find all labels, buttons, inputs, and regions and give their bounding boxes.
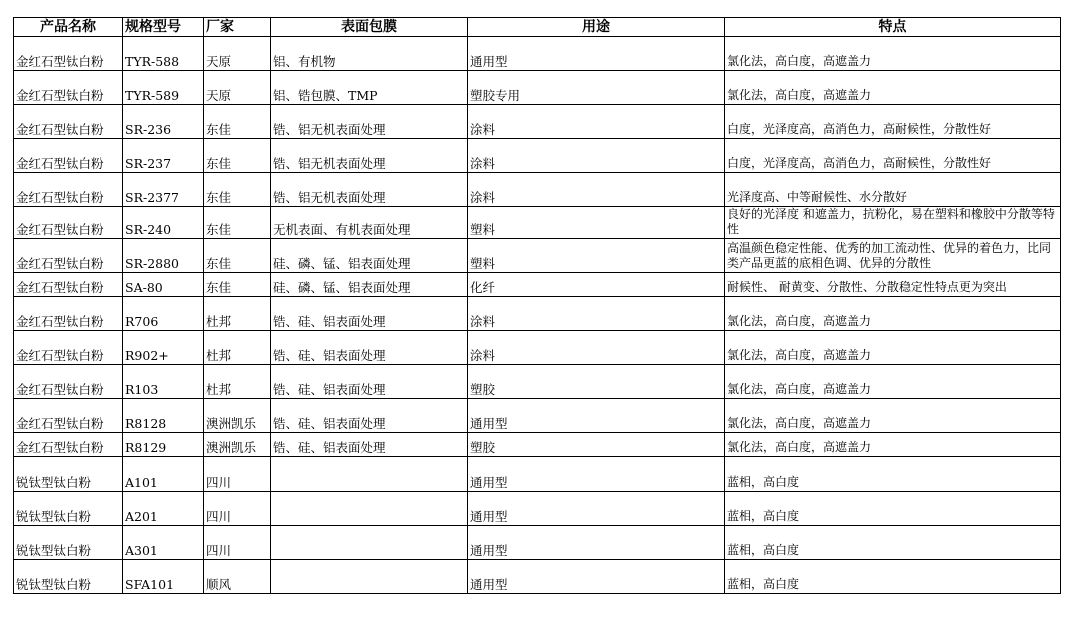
product-name-cell: 锐钛型钛白粉 [14,457,123,492]
product-name-cell: 锐钛型钛白粉 [14,526,123,560]
table-row [14,239,1061,273]
table-row [14,71,1061,105]
model-cell: TYR-589 [123,71,204,105]
manufacturer-cell: 四川 [204,457,271,492]
use-cell: 塑胶 [468,365,725,399]
model-cell: R902+ [123,331,204,365]
coating-cell: 锆、硅、铝表面处理 [271,365,468,399]
coating-cell [271,457,468,492]
table-row [14,297,1061,331]
header-product-name: 产品名称 [14,18,123,37]
feature-cell: 蓝相，高白度 [725,492,1061,526]
manufacturer-cell: 四川 [204,526,271,560]
model-cell: R8129 [123,433,204,457]
feature-cell: 氯化法，高白度，高遮盖力 [725,365,1061,399]
product-name-cell: 锐钛型钛白粉 [14,560,123,594]
table-row [14,37,1061,71]
header-model: 规格型号 [123,18,204,37]
manufacturer-cell: 顺风 [204,560,271,594]
product-name-cell: 金红石型钛白粉 [14,331,123,365]
manufacturer-cell: 东佳 [204,207,271,239]
manufacturer-cell: 东佳 [204,173,271,207]
coating-cell: 硅、磷、锰、铝表面处理 [271,239,468,273]
header-manufacturer: 厂家 [204,18,271,37]
product-name-cell: 金红石型钛白粉 [14,433,123,457]
table-row [14,457,1061,492]
table-row [14,399,1061,433]
use-cell: 涂料 [468,139,725,173]
model-cell: R8128 [123,399,204,433]
table-row [14,105,1061,139]
header-coating: 表面包膜 [271,18,468,37]
coating-cell [271,526,468,560]
table-row [14,560,1061,594]
use-cell: 通用型 [468,492,725,526]
coating-cell: 锆、硅、铝表面处理 [271,433,468,457]
table-row [14,365,1061,399]
header-use: 用途 [468,18,725,37]
product-name-cell: 金红石型钛白粉 [14,239,123,273]
product-name-cell: 金红石型钛白粉 [14,365,123,399]
feature-cell: 白度，光泽度高，高消色力，高耐候性，分散性好 [725,105,1061,139]
product-name-cell: 金红石型钛白粉 [14,399,123,433]
use-cell: 塑料 [468,239,725,273]
coating-cell: 锆、硅、铝表面处理 [271,297,468,331]
use-cell: 化纤 [468,273,725,297]
feature-cell: 氯化法，高白度，高遮盖力 [725,71,1061,105]
manufacturer-cell: 东佳 [204,273,271,297]
manufacturer-cell: 东佳 [204,105,271,139]
coating-cell: 无机表面、有机表面处理 [271,207,468,239]
header-row [14,18,1061,37]
use-cell: 通用型 [468,457,725,492]
table-body [14,37,1061,594]
model-cell: R103 [123,365,204,399]
use-cell: 通用型 [468,399,725,433]
feature-cell: 良好的光泽度 和遮盖力，抗粉化，易在塑料和橡胶中分散等特性 [725,207,1061,239]
product-name-cell: 金红石型钛白粉 [14,105,123,139]
product-name-cell: 锐钛型钛白粉 [14,492,123,526]
feature-cell: 氯化法，高白度，高遮盖力 [725,331,1061,365]
feature-cell: 氯化法，高白度，高遮盖力 [725,297,1061,331]
use-cell: 通用型 [468,526,725,560]
manufacturer-cell: 天原 [204,71,271,105]
feature-cell: 白度，光泽度高，高消色力，高耐候性，分散性好 [725,139,1061,173]
use-cell: 涂料 [468,173,725,207]
model-cell: SFA101 [123,560,204,594]
product-name-cell: 金红石型钛白粉 [14,71,123,105]
model-cell: A201 [123,492,204,526]
coating-cell: 锆、铝无机表面处理 [271,173,468,207]
manufacturer-cell: 四川 [204,492,271,526]
model-cell: SR-2377 [123,173,204,207]
feature-cell: 蓝相，高白度 [725,526,1061,560]
model-cell: SA-80 [123,273,204,297]
use-cell: 涂料 [468,105,725,139]
coating-cell: 锆、硅、铝表面处理 [271,331,468,365]
table-row [14,139,1061,173]
use-cell: 涂料 [468,331,725,365]
manufacturer-cell: 东佳 [204,239,271,273]
product-name-cell: 金红石型钛白粉 [14,207,123,239]
model-cell: SR-236 [123,105,204,139]
model-cell: A101 [123,457,204,492]
manufacturer-cell: 澳洲凯乐 [204,433,271,457]
table-row [14,433,1061,457]
product-name-cell: 金红石型钛白粉 [14,273,123,297]
coating-cell: 锆、铝无机表面处理 [271,139,468,173]
feature-cell: 氯化法，高白度，高遮盖力 [725,433,1061,457]
manufacturer-cell: 东佳 [204,139,271,173]
model-cell: SR-237 [123,139,204,173]
feature-cell: 氯化法，高白度，高遮盖力 [725,399,1061,433]
manufacturer-cell: 澳洲凯乐 [204,399,271,433]
manufacturer-cell: 天原 [204,37,271,71]
use-cell: 塑胶专用 [468,71,725,105]
use-cell: 塑料 [468,207,725,239]
table-row [14,273,1061,297]
coating-cell [271,492,468,526]
coating-cell: 锆、铝无机表面处理 [271,105,468,139]
use-cell: 通用型 [468,560,725,594]
coating-cell: 铝、有机物 [271,37,468,71]
manufacturer-cell: 杜邦 [204,365,271,399]
product-name-cell: 金红石型钛白粉 [14,297,123,331]
table-row [14,526,1061,560]
manufacturer-cell: 杜邦 [204,331,271,365]
table-row [14,331,1061,365]
model-cell: A301 [123,526,204,560]
table-row [14,207,1061,239]
coating-cell: 铝、锆包膜、TMP [271,71,468,105]
model-cell: TYR-588 [123,37,204,71]
use-cell: 塑胶 [468,433,725,457]
model-cell: SR-2880 [123,239,204,273]
coating-cell: 硅、磷、锰、铝表面处理 [271,273,468,297]
use-cell: 通用型 [468,37,725,71]
coating-cell [271,560,468,594]
header-feature: 特点 [725,18,1061,37]
feature-cell: 氯化法，高白度，高遮盖力 [725,37,1061,71]
feature-cell: 耐候性、 耐黄变、分散性、分散稳定性特点更为突出 [725,273,1061,297]
use-cell: 涂料 [468,297,725,331]
manufacturer-cell: 杜邦 [204,297,271,331]
product-name-cell: 金红石型钛白粉 [14,139,123,173]
product-name-cell: 金红石型钛白粉 [14,173,123,207]
product-name-cell: 金红石型钛白粉 [14,37,123,71]
feature-cell: 光泽度高、中等耐候性、水分散好 [725,173,1061,207]
feature-cell: 蓝相，高白度 [725,457,1061,492]
table-row [14,173,1061,207]
coating-cell: 锆、硅、铝表面处理 [271,399,468,433]
product-table [13,17,1061,594]
model-cell: SR-240 [123,207,204,239]
feature-cell: 蓝相，高白度 [725,560,1061,594]
feature-cell: 高温颜色稳定性能、优秀的加工流动性、优异的着色力，比同类产品更蓝的底相色调、优异的分散性 [725,239,1061,273]
model-cell: R706 [123,297,204,331]
table-row [14,492,1061,526]
